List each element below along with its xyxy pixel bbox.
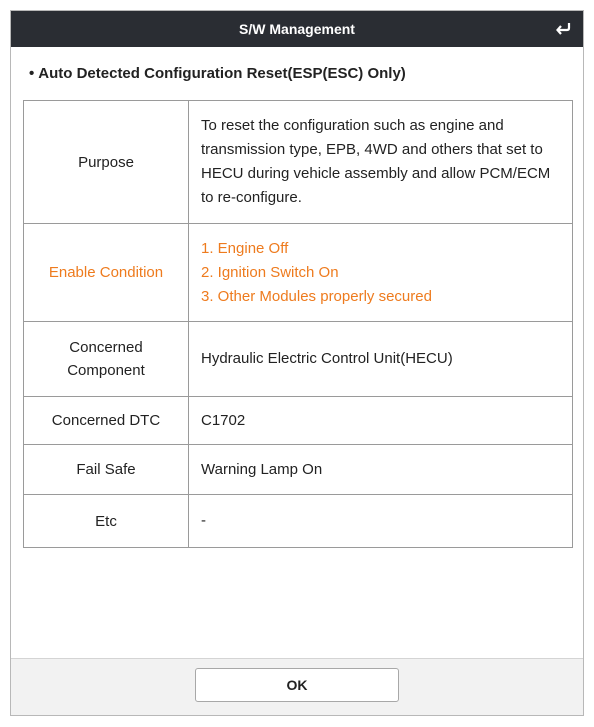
table-row-etc	[24, 495, 573, 548]
ok-button[interactable]: OK	[195, 668, 399, 702]
table-row-purpose	[24, 101, 573, 224]
row-label: Fail Safe	[24, 445, 189, 495]
row-value: C1702	[189, 397, 573, 445]
condition-line: 2. Ignition Switch On	[201, 263, 339, 281]
row-value	[189, 224, 573, 322]
table-row-concerned-dtc	[24, 397, 573, 445]
heading-text: Auto Detected Configuration Reset(ESP(ESC) Only)	[38, 65, 406, 82]
dialog-footer	[11, 658, 583, 715]
row-label: Etc	[24, 495, 189, 548]
row-label: Enable Condition	[24, 224, 189, 322]
row-label: Concerned Component	[24, 322, 189, 397]
row-value: Warning Lamp On	[189, 445, 573, 495]
purpose-text: To reset the configuration such as engine and transmission type, EPB, 4WD and others that set to HECU during vehicle assembly and allow PCM/ECM to re-configure.	[201, 117, 551, 206]
table-row-concerned-component	[24, 322, 573, 397]
back-button[interactable]	[543, 11, 583, 47]
table-row-fail-safe	[24, 445, 573, 495]
heading-bullet: •	[29, 65, 35, 82]
row-value	[189, 101, 573, 224]
info-table	[23, 100, 573, 548]
window-title: S/W Management	[239, 21, 355, 37]
title-bar	[11, 11, 583, 47]
row-value: -	[189, 495, 573, 548]
section-heading	[29, 65, 406, 82]
condition-line: 3. Other Modules properly secured	[201, 287, 432, 305]
return-arrow-icon	[555, 22, 571, 36]
sw-management-dialog	[10, 10, 584, 716]
table-row-enable-condition	[24, 224, 573, 322]
row-label: Purpose	[24, 101, 189, 224]
row-label: Concerned DTC	[24, 397, 189, 445]
row-value: Hydraulic Electric Control Unit(HECU)	[189, 322, 573, 397]
condition-line: 1. Engine Off	[201, 239, 289, 257]
